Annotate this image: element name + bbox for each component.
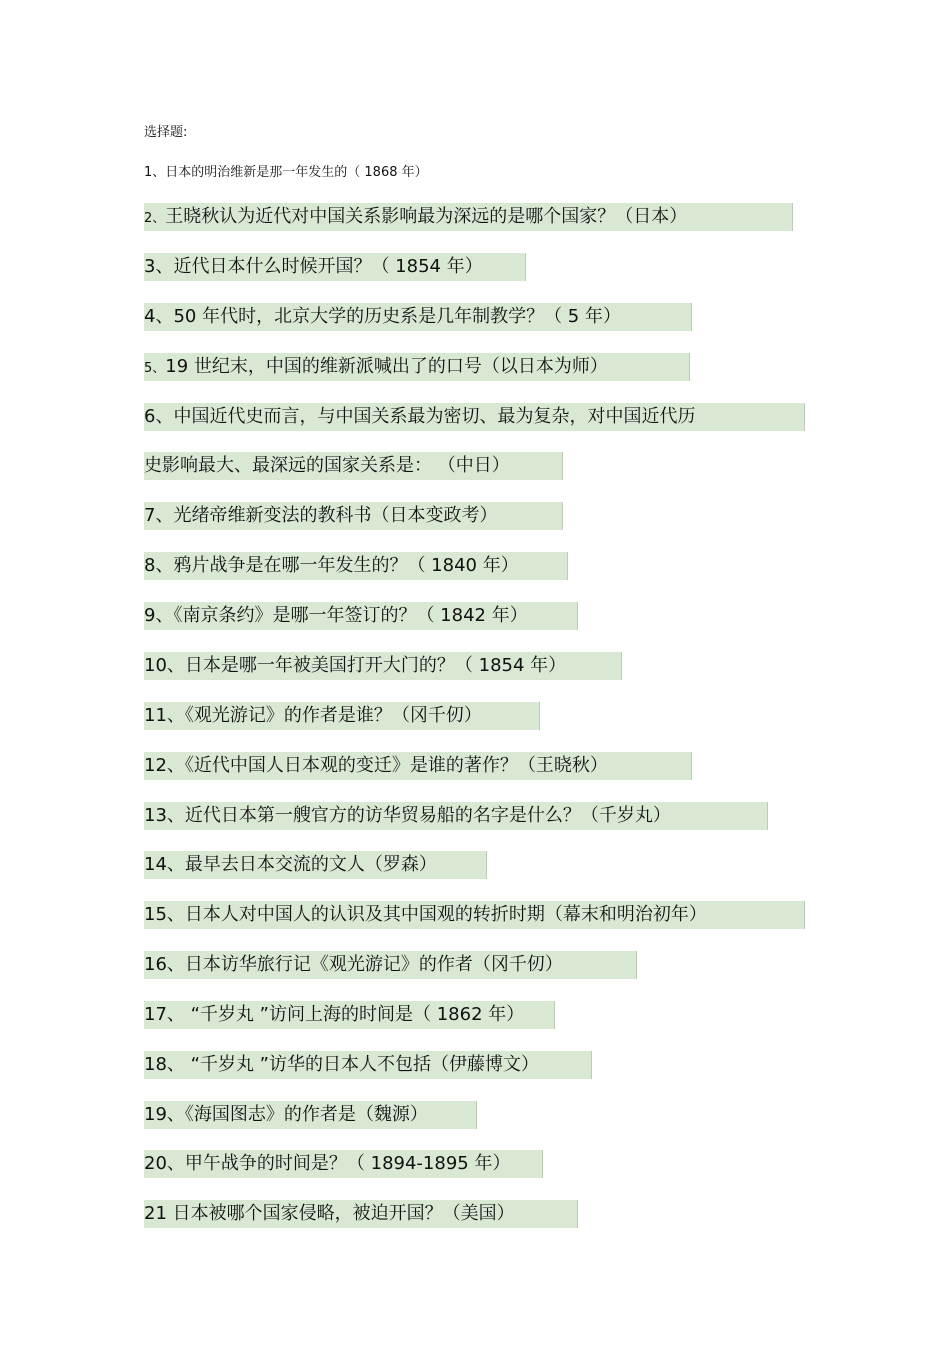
question-5-text: 19 世纪末，中国的维新派喊出了的口号（以日本为师） (165, 356, 608, 377)
question-17: 17、 “千岁丸 ”访问上海的时间是（ 1862 年） (144, 1001, 555, 1029)
question-2-number: 2、 (144, 211, 166, 226)
question-21: 21 日本被哪个国家侵略，被迫开国？（美国） (144, 1200, 578, 1228)
question-4: 4、50 年代时，北京大学的历史系是几年制教学？（ 5 年） (144, 303, 692, 331)
question-18: 18、 “千岁丸 ”访华的日本人不包括（伊藤博文） (144, 1051, 592, 1079)
question-11: 11、《观光游记》的作者是谁？（冈千仞） (144, 702, 540, 730)
question-6-line-2: 史影响最大、最深远的国家关系是： （中日） (144, 452, 563, 480)
question-1: 1、日本的明治维新是那一年发生的（ 1868 年） (144, 165, 428, 180)
question-12: 12、《近代中国人日本观的变迁》是谁的著作？（王晓秋） (144, 752, 692, 780)
question-2-text: 王晓秋认为近代对中国关系影响最为深远的是哪个国家？（日本） (165, 206, 688, 227)
question-19: 19、《海国图志》的作者是（魏源） (144, 1101, 477, 1129)
question-16: 16、日本访华旅行记《观光游记》的作者（冈千仞） (144, 951, 637, 979)
question-5 (144, 353, 690, 381)
question-14: 14、最早去日本交流的文人（罗森） (144, 851, 487, 879)
question-3: 3、近代日本什么时候开国？（ 1854 年） (144, 253, 526, 281)
question-20: 20、甲午战争的时间是？（ 1894-1895 年） (144, 1150, 543, 1178)
question-13: 13、近代日本第一艘官方的访华贸易船的名字是什么？（千岁丸） (144, 802, 768, 830)
question-7: 7、光绪帝维新变法的教科书（日本变政考） (144, 502, 563, 530)
question-8: 8、鸦片战争是在哪一年发生的？（ 1840 年） (144, 552, 568, 580)
section-heading: 选择题: (144, 125, 188, 140)
question-10: 10、日本是哪一年被美国打开大门的？（ 1854 年） (144, 652, 622, 680)
question-6-line-1: 6、中国近代史而言，与中国关系最为密切、最为复杂，对中国近代历 (144, 403, 805, 431)
question-15: 15、日本人对中国人的认识及其中国观的转折时期（幕末和明治初年） (144, 901, 805, 929)
question-5-number: 5、 (144, 361, 166, 376)
question-2 (144, 203, 793, 231)
question-9: 9、《南京条约》是哪一年签订的？（ 1842 年） (144, 602, 578, 630)
